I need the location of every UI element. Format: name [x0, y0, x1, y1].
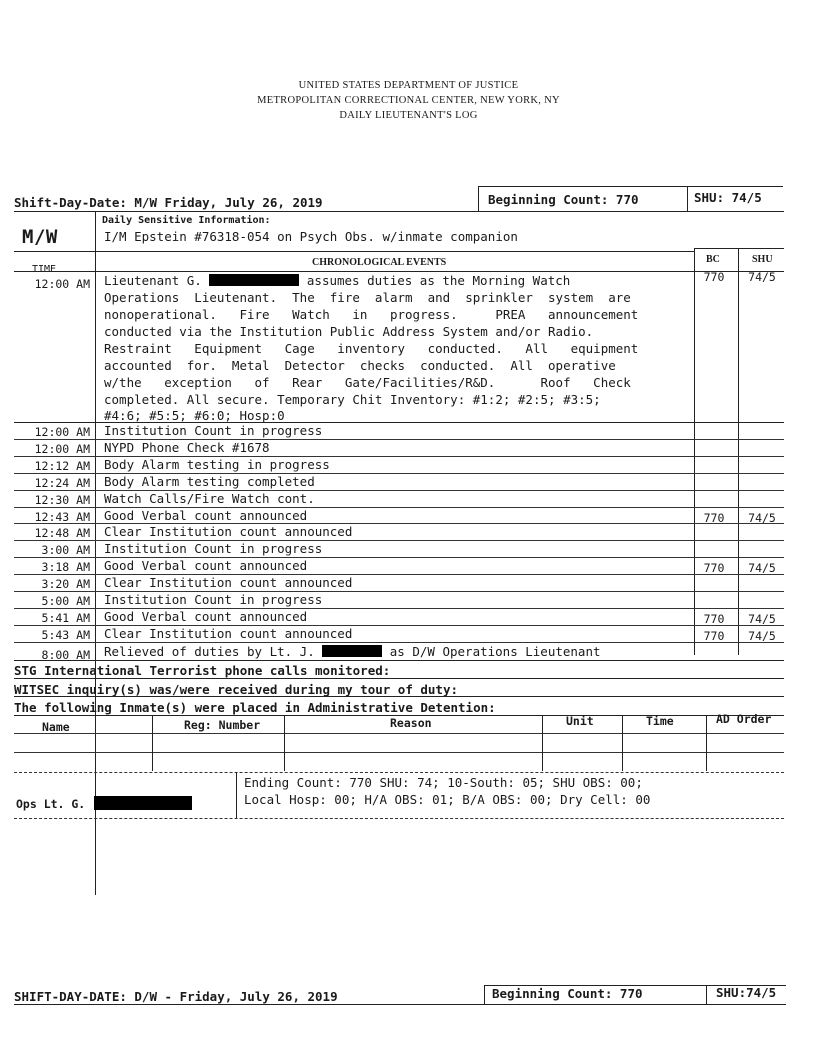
time-column-header: TIME: [32, 264, 57, 275]
entry-time: 3:20 AM: [41, 577, 90, 592]
events-column-header: CHRONOLOGICAL EVENTS: [312, 257, 447, 268]
entry-time: 5:41 AM: [41, 610, 90, 625]
first-entry-line-7: completed. All secure. Temporary Chit Inventory: #1:2; #2:5; #3:5;: [104, 392, 601, 407]
entry-time: 5:43 AM: [41, 627, 90, 642]
bottom-shift-date: SHIFT-DAY-DATE: D/W - Friday, July 26, 2019: [14, 989, 338, 1004]
ops-lt-signature: [16, 796, 192, 811]
entry-shu: 74/5: [748, 611, 776, 626]
entry-time: 12:43 AM: [34, 509, 90, 524]
first-entry-line-8: #4:6; #5:5; #6:0; Hosp:0: [104, 408, 285, 423]
ending-hosp-line: Local Hosp: 00; H/A OBS: 01; B/A OBS: 00; Dry Cell: 00: [244, 792, 651, 807]
redaction-block: [209, 274, 299, 286]
ad-intro-line: The following Inmate(s) were placed in Administrative Detention:: [14, 700, 496, 715]
entry-text: Clear Institution count announced: [104, 575, 353, 591]
relieved-text-a: Relieved of duties by Lt. J.: [104, 644, 315, 659]
entry-time: 12:00 AM: [34, 441, 90, 456]
ad-header-ad-order: AD Order: [716, 712, 772, 726]
bottom-beginning-count: Beginning Count: 770: [492, 986, 643, 1001]
entry-text: Clear Institution count announced: [104, 524, 353, 540]
entry-text: NYPD Phone Check #1678: [104, 439, 270, 455]
shu-column-header: SHU: [752, 254, 773, 265]
relieved-entry: [104, 644, 601, 659]
beginning-count: Beginning Count: 770: [488, 192, 639, 207]
entry-text: Institution Count in progress: [104, 423, 323, 438]
bc-column-header: BC: [706, 254, 720, 265]
relieved-text-b: as D/W Operations Lieutenant: [389, 644, 601, 659]
ad-header-unit: Unit: [566, 714, 594, 728]
entry-bc: 770: [703, 270, 725, 284]
entry-time: 12:24 AM: [34, 475, 90, 490]
facility-title: METROPOLITAN CORRECTIONAL CENTER, NEW YORK, NY: [257, 95, 560, 106]
entry-time: 12:00 AM: [34, 425, 90, 439]
first-entry-line-6: w/the exception of Rear Gate/Facilities/R&D. Roof Check: [104, 375, 631, 390]
ad-header-reg: Reg: Number: [184, 718, 261, 732]
log-title: DAILY LIEUTENANT'S LOG: [339, 110, 478, 121]
entry-bc: 770: [703, 510, 725, 525]
entry-text: Body Alarm testing completed: [104, 473, 315, 489]
entry-rule: [14, 642, 784, 643]
first-entry-line: [104, 273, 688, 288]
entry-time: 12:30 AM: [34, 492, 90, 507]
first-entry-line-4: Restraint Equipment Cage inventory conducted. All equipment: [104, 341, 639, 356]
first-entry-text-b: assumes duties as the Morning Watch: [306, 273, 571, 288]
shu-count: SHU: 74/5: [694, 190, 762, 205]
entry-bc: 770: [703, 628, 725, 643]
entry-time: 3:00 AM: [41, 543, 90, 558]
agency-title: UNITED STATES DEPARTMENT OF JUSTICE: [298, 80, 519, 91]
first-entry-line-1: Operations Lieutenant. The fire alarm and sprinkler system are: [104, 290, 631, 305]
entry-text: Body Alarm testing in progress: [104, 456, 330, 472]
ad-header-time: Time: [646, 714, 674, 728]
entry-bc: 770: [703, 611, 725, 626]
shift-date: Shift-Day-Date: M/W Friday, July 26, 2019: [14, 195, 323, 210]
first-entry-line-2: nonoperational. Fire Watch in progress. PREA announcement: [104, 307, 639, 322]
relieved-time: 8:00 AM: [41, 648, 90, 662]
redaction-block: [322, 645, 382, 657]
entry-bc: 770: [703, 561, 725, 576]
entry-time: 3:18 AM: [41, 560, 90, 575]
entry-shu: 74/5: [748, 510, 776, 525]
entry-time: 12:12 AM: [34, 458, 90, 473]
first-entry-line-5: accounted for. Metal Detector checks conducted. All operative: [104, 358, 616, 373]
bottom-shu-count: SHU:74/5: [716, 985, 777, 1000]
entry-text: Good Verbal count announced: [104, 558, 308, 574]
entry-text: Clear Institution count announced: [104, 625, 353, 641]
entry-time: 12:00 AM: [34, 277, 90, 291]
entry-shu: 74/5: [748, 628, 776, 643]
entry-time: 5:00 AM: [41, 594, 90, 608]
ad-header-reason: Reason: [390, 716, 432, 730]
stg-line: STG International Terrorist phone calls monitored:: [14, 663, 391, 678]
ending-count-line: Ending Count: 770 SHU: 74; 10-South: 05; SHU OBS: 00;: [244, 775, 643, 790]
ops-lt-label: Ops Lt. G.: [16, 797, 86, 811]
entry-shu: 74/5: [748, 561, 776, 576]
entry-time: 12:48 AM: [34, 526, 90, 541]
entry-shu: 74/5: [748, 270, 776, 284]
witsec-line: WITSEC inquiry(s) was/were received during my tour of duty:: [14, 682, 459, 697]
entry-text: Good Verbal count announced: [104, 507, 308, 523]
entry-text: Watch Calls/Fire Watch cont.: [104, 490, 315, 506]
sensitive-info-title: Daily Sensitive Information:: [102, 215, 271, 226]
sensitive-info-text: I/M Epstein #76318-054 on Psych Obs. w/inmate companion: [104, 229, 518, 244]
ad-header-name: Name: [42, 720, 70, 734]
entry-text: Institution Count in progress: [104, 592, 323, 607]
entry-text: Good Verbal count announced: [104, 608, 308, 624]
entry-text: Institution Count in progress: [104, 541, 323, 557]
first-entry-text-a: Lieutenant G.: [104, 273, 202, 288]
shift-code: M/W: [22, 226, 58, 248]
first-entry-line-3: conducted via the Institution Public Address System and/or Radio.: [104, 324, 594, 339]
redaction-block: [94, 796, 192, 810]
